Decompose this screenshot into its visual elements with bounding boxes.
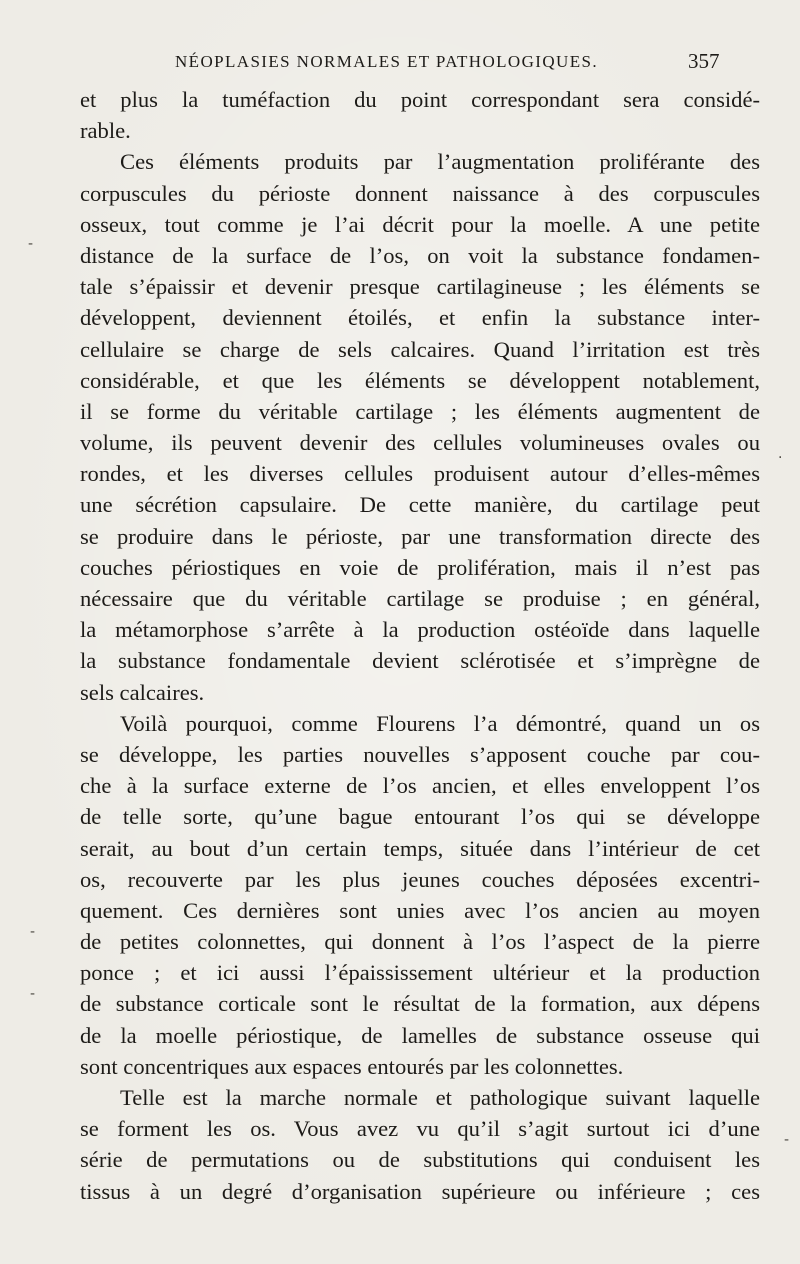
text-line: Telle est la marche normale et pathologique suivant laquelle <box>120 1085 760 1110</box>
text-line: tale s’épaissir et devenir presque cartilagineuse ; les éléments se <box>80 274 760 300</box>
text-line: serait, au bout d’un certain temps, située dans l’intérieur de cet <box>80 835 760 861</box>
margin-dash-mark: ‐ <box>30 924 36 940</box>
text-line: se produire dans le périoste, par une transformation directe des <box>80 523 760 549</box>
paragraph <box>80 84 760 146</box>
paragraph <box>80 708 760 1082</box>
paragraph <box>80 1082 760 1207</box>
text-line: de la moelle périostique, de lamelles de substance osseuse qui <box>80 1022 760 1048</box>
margin-dash-mark: ‐ <box>30 986 36 1002</box>
text-line: distance de la surface de l’os, on voit la substance fondamen- <box>80 242 760 268</box>
text-line: se forment les os. Vous avez vu qu’il s’agit surtout ici d’une <box>80 1116 760 1142</box>
text-line: tissus à un degré d’organisation supérieure ou inférieure ; ces <box>80 1178 760 1204</box>
text-line: rondes, et les diverses cellules produisent autour d’elles-mêmes <box>80 461 760 487</box>
text-line: la métamorphose s’arrête à la production ostéoïde dans laquelle <box>80 617 760 643</box>
margin-dot-mark: · <box>778 450 783 466</box>
text-line: corpuscules du périoste donnent naissance à des corpuscules <box>80 180 760 206</box>
margin-dash-mark: ‐ <box>28 236 34 252</box>
body-text <box>80 84 760 1207</box>
text-line: rable. <box>80 118 131 144</box>
text-line: une sécrétion capsulaire. De cette manière, du cartilage peut <box>80 492 760 518</box>
text-line: sels calcaires. <box>80 679 205 705</box>
text-line: de telle sorte, qu’une bague entourant l’os qui se développe <box>80 804 760 830</box>
text-line: osseux, tout comme je l’ai décrit pour la moelle. A une petite <box>80 211 760 237</box>
text-line: de substance corticale sont le résultat de la formation, aux dépens <box>80 991 760 1017</box>
page-number: 357 <box>688 49 720 73</box>
text-line: nécessaire que du véritable cartilage se produise ; en général, <box>80 586 760 611</box>
text-line: se développe, les parties nouvelles s’apposent couche par cou- <box>80 741 760 767</box>
running-title: NÉOPLASIES NORMALES ET PATHOLOGIQUES. <box>175 52 598 71</box>
text-line: ponce ; et ici aussi l’épaississement ultérieur et la production <box>80 960 760 986</box>
text-line: de petites colonnettes, qui donnent à l’os l’aspect de la pierre <box>80 929 760 955</box>
text-line: la substance fondamentale devient sclérotisée et s’imprègne de <box>80 648 760 674</box>
text-line: et plus la tuméfaction du point correspondant sera considé- <box>80 87 760 112</box>
text-line: volume, ils peuvent devenir des cellules volumineuses ovales ou <box>80 430 760 456</box>
text-line: che à la surface externe de l’os ancien, et elles enveloppent l’os <box>80 773 760 799</box>
page-header <box>0 49 800 82</box>
text-line: développent, deviennent étoilés, et enfin la substance inter- <box>80 305 760 331</box>
text-line: couches périostiques en voie de prolifération, mais il n’est pas <box>80 554 760 580</box>
paragraph <box>80 146 760 707</box>
text-line: Voilà pourquoi, comme Flourens l’a démontré, quand un os <box>120 710 760 736</box>
text-line: quement. Ces dernières sont unies avec l’os ancien au moyen <box>80 897 760 923</box>
text-line: os, recouverte par les plus jeunes couches déposées excentri- <box>80 866 760 892</box>
text-line: considérable, et que les éléments se développent notablement, <box>80 367 760 393</box>
text-line: il se forme du véritable cartilage ; les éléments augmentent de <box>80 398 760 424</box>
text-line: cellulaire se charge de sels calcaires. Quand l’irritation est très <box>80 336 760 362</box>
margin-dash-mark: ‐ <box>784 1132 790 1148</box>
text-line: sont concentriques aux espaces entourés par les colonnettes. <box>80 1053 624 1079</box>
text-line: Ces éléments produits par l’augmentation proliférante des <box>120 149 760 175</box>
text-line: série de permutations ou de substitutions qui conduisent les <box>80 1147 760 1173</box>
